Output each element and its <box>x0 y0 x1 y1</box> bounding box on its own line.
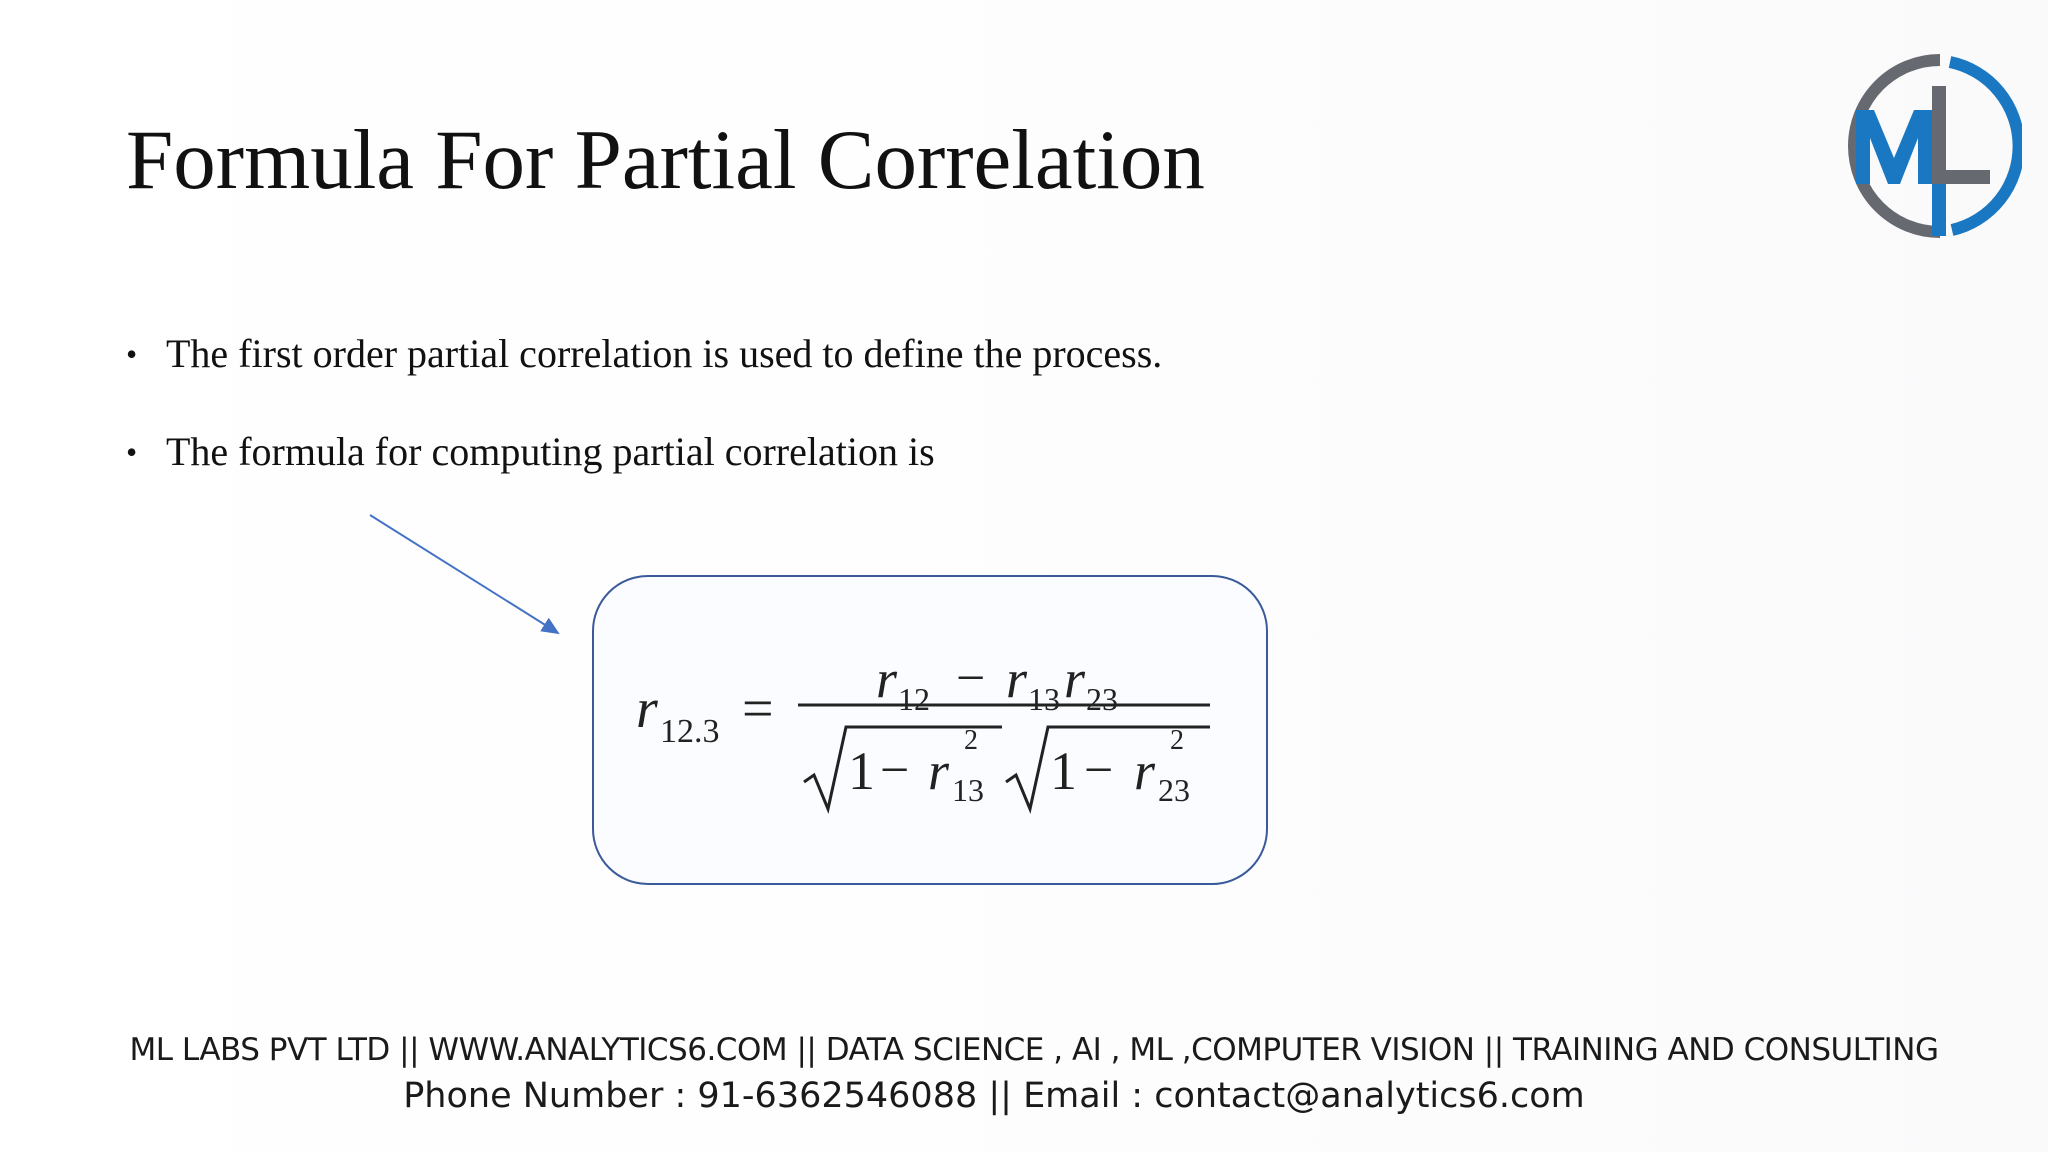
num-r12-sub: 12 <box>898 681 930 717</box>
lhs-r: r <box>636 678 658 740</box>
num-minus: − <box>956 650 986 707</box>
num-r13-sub: 13 <box>1028 681 1060 717</box>
bullet-dot-icon: • <box>126 336 138 372</box>
den-one-a: 1 <box>848 741 875 801</box>
partial-correlation-formula <box>594 577 1270 887</box>
num-r23: r <box>1064 649 1086 709</box>
bullet-list <box>126 330 1162 476</box>
bullet-item <box>126 428 1162 476</box>
bullet-text: The first order partial correlation is used to define the process. <box>166 331 1163 376</box>
pointer-arrow-icon <box>360 505 570 645</box>
den-r13-sup: 2 <box>964 725 978 756</box>
den-r13-sub: 13 <box>952 772 984 808</box>
formula-box <box>592 575 1268 885</box>
footer-contact-line: Phone Number : 91-6362546088 || Email : contact@analytics6.com <box>403 1076 1585 1116</box>
lhs-subscript: 12.3 <box>660 713 720 750</box>
den-minus-b: − <box>1084 742 1114 799</box>
ml-labs-logo <box>1822 46 2022 246</box>
bullet-text: The formula for computing partial correlation is <box>166 429 935 474</box>
den-r23: r <box>1134 741 1156 801</box>
footer <box>0 1032 2048 1116</box>
bullet-dot-icon: • <box>126 434 138 470</box>
num-r12: r <box>876 649 898 709</box>
bullet-item <box>126 330 1162 378</box>
footer-company-line: ML LABS PVT LTD || WWW.ANALYTICS6.COM || DATA SCIENCE , AI , ML ,COMPUTER VISION || TRAINING AND CONSULTING <box>129 1032 1939 1068</box>
equals-sign: = <box>742 678 774 740</box>
den-r13: r <box>928 741 950 801</box>
num-r13: r <box>1006 649 1028 709</box>
num-r23-sub: 23 <box>1086 681 1118 717</box>
den-minus-a: − <box>880 742 910 799</box>
slide-title: Formula For Partial Correlation <box>126 113 1205 207</box>
den-r23-sub: 23 <box>1158 772 1190 808</box>
den-r23-sup: 2 <box>1170 725 1184 756</box>
den-one-b: 1 <box>1050 741 1077 801</box>
